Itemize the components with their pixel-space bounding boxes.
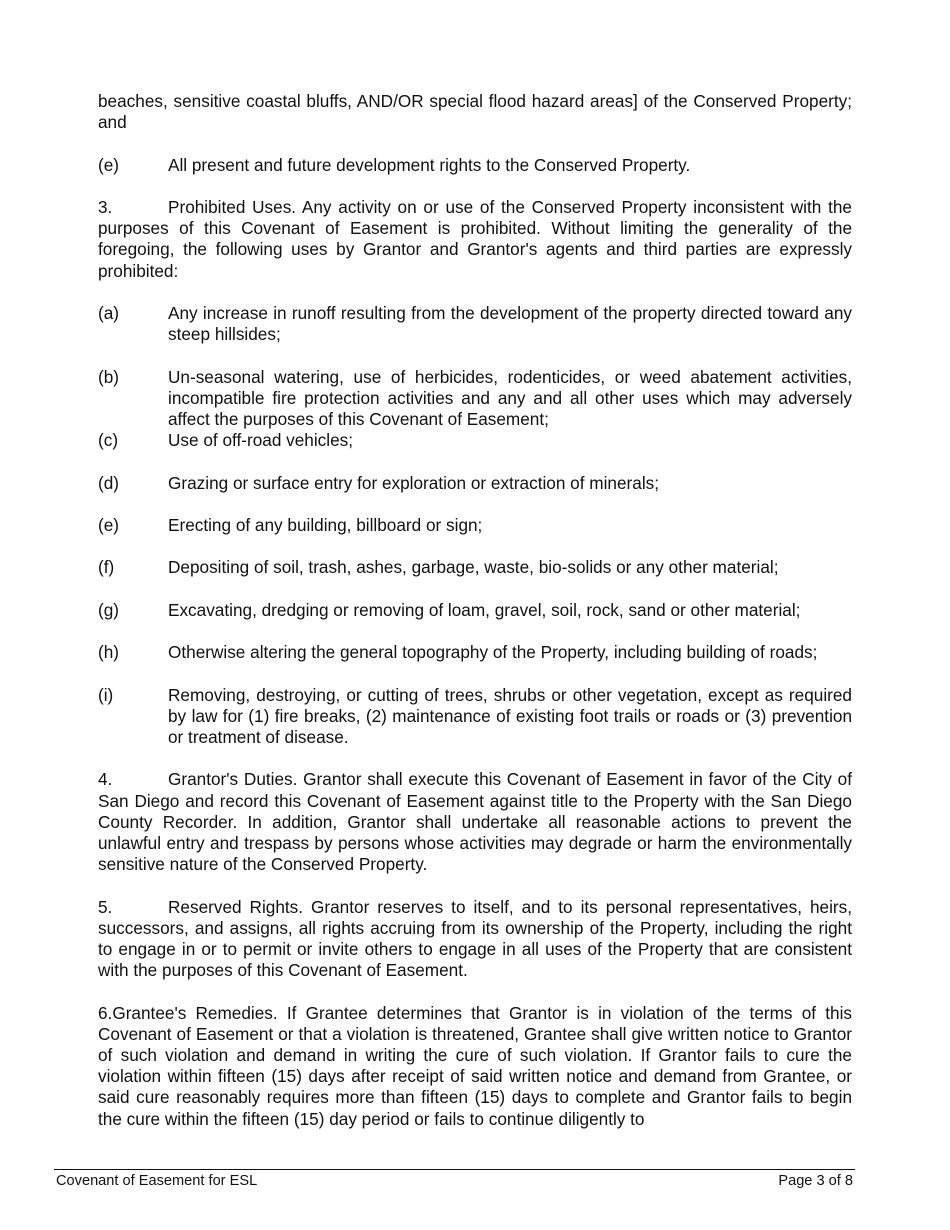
item-label: (c) <box>98 430 119 451</box>
section-text: Prohibited Uses. Any activity on or use of the Conserved Property inconsistent with the purposes of this Covenant of Easement is prohibited. Without limiting the generality of the foregoing, the following uses by Grantor and Grantor's agents and third parties are expressly prohibited: <box>98 196 852 281</box>
item-text: Depositing of soil, trash, ashes, garbage, waste, bio-solids or any other material; <box>168 557 779 578</box>
section-text: Reserved Rights. Grantor reserves to itself, and to its personal representatives, heirs, successors, and assigns, all rights accruing from its ownership of the Property, including the right to engage in or to permit or invite others to engage in all uses of the Property that are consistent with the purposes of this Covenant of Easement. <box>98 896 852 981</box>
item-label: (a) <box>98 302 120 323</box>
item-text: Erecting of any building, billboard or sign; <box>168 514 483 535</box>
item-text: Use of off-road vehicles; <box>168 430 354 451</box>
item-text: Removing, destroying, or cutting of trees, shrubs or other vegetation, except as required by law for (1) fire breaks, (2) maintenance of existing foot trails or roads or (3) prevention or treatment of disease. <box>168 684 852 747</box>
item-text: Excavating, dredging or removing of loam, gravel, soil, rock, sand or other material; <box>168 599 801 620</box>
item-text: All present and future development rights to the Conserved Property. <box>168 154 691 175</box>
item-label: (e) <box>98 514 120 535</box>
footer-page-number: Page 3 of 8 <box>778 1173 853 1189</box>
prohibited-use-g <box>98 600 852 621</box>
section-text: Grantor's Duties. Grantor shall execute this Covenant of Easement in favor of the City of San Diego and record this Covenant of Easement against title to the Property with the San Diego County Recorder. In addition, Grantor shall undertake all reasonable actions to prevent the unlawful entry and trespass by persons whose activities may degrade or harm the environmentally sensitive nature of the Conserved Property. <box>98 769 852 875</box>
item-text: Grazing or surface entry for exploration or extraction of minerals; <box>168 472 660 493</box>
item-label: (f) <box>98 557 115 578</box>
prohibited-use-h <box>98 642 852 663</box>
item-text: Any increase in runoff resulting from the development of the property directed toward any steep hillsides; <box>168 302 852 345</box>
section-4-grantors-duties <box>98 769 852 875</box>
item-label: (d) <box>98 472 120 493</box>
item-label: (b) <box>98 366 120 387</box>
item-label: (g) <box>98 599 120 620</box>
item-text: Otherwise altering the general topography of the Property, including building of roads; <box>168 642 818 663</box>
prohibited-use-c <box>98 430 852 451</box>
section-text: Grantee's Remedies. If Grantee determines that Grantor is in violation of the terms of this Covenant of Easement or that a violation is threatened, Grantee shall give written notice to Grantor of such violation and demand in writing the cure of such violation. If Grantor fails to cure the violation within fifteen (15) days after receipt of said written notice and demand from Grantee, or said cure reasonably requires more than fifteen (15) days to complete and Grantor fails to begin the cure within the fifteen (15) day period or fails to continue diligently to <box>98 1002 852 1129</box>
item-label: (e) <box>98 154 120 175</box>
page-footer <box>56 1172 853 1190</box>
section-number: 4. <box>98 769 113 790</box>
section-number: 5. <box>98 896 113 917</box>
section-6-grantees-remedies <box>98 1003 852 1130</box>
section-number: 3. <box>98 196 113 217</box>
section-number: 6. <box>98 1002 113 1023</box>
item-label: (h) <box>98 642 120 663</box>
document-body <box>98 91 852 1130</box>
section-3-prohibited-uses <box>98 197 852 282</box>
footer-document-title: Covenant of Easement for ESL <box>56 1173 258 1189</box>
prohibited-use-b <box>98 367 852 431</box>
prohibited-use-a <box>98 303 852 345</box>
intro-continuation: beaches, sensitive coastal bluffs, AND/OR special flood hazard areas] of the Conserved Property; and <box>98 91 852 133</box>
item-label: (i) <box>98 684 114 705</box>
section-5-reserved-rights <box>98 897 852 982</box>
prohibited-use-f <box>98 557 852 578</box>
rights-item-e <box>98 155 852 176</box>
prohibited-use-e <box>98 515 852 536</box>
prohibited-use-d <box>98 473 852 494</box>
item-text: Un-seasonal watering, use of herbicides, rodenticides, or weed abatement activities, incompatible fire protection activities and any and all other uses which may adversely affect the purposes of this Covenant of Easement; <box>168 366 852 429</box>
prohibited-use-i <box>98 685 852 749</box>
footer-divider <box>54 1169 855 1170</box>
